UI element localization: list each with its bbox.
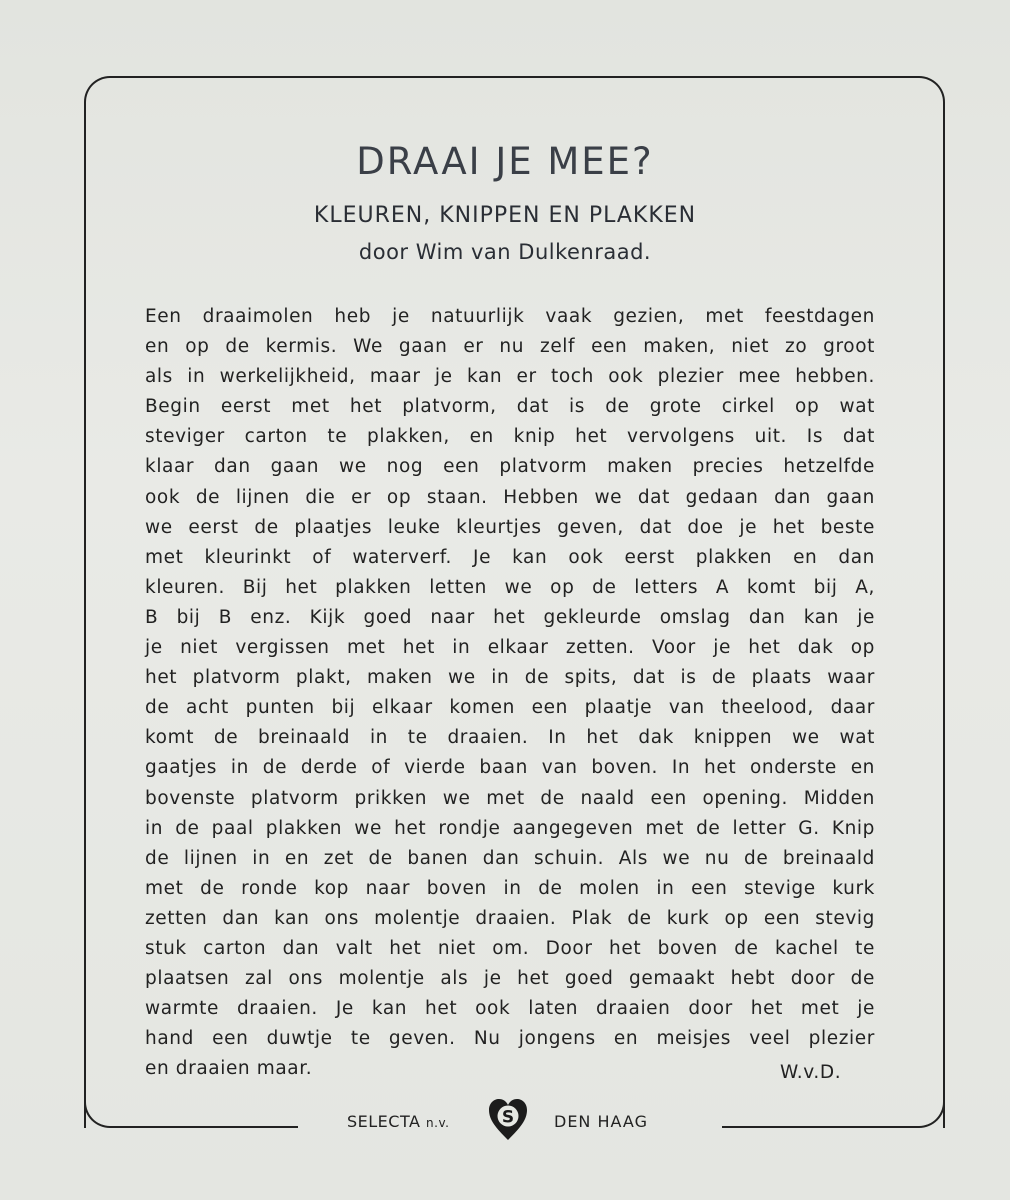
text-line: Een draaimolen heb je natuurlijk vaak gezien, met feestdagen [145, 306, 875, 327]
publisher-city: DEN HAAG [554, 1112, 648, 1131]
text-line: komt de breinaald in te draaien. In het dak knippen we wat [145, 727, 875, 749]
publisher-footer [0, 1104, 1010, 1148]
author-byline: door Wim van Dulkenraad. [358, 240, 652, 264]
text-line: kleuren. Bij het plakken letten we op de letters A komt bij A, [145, 576, 875, 598]
heart-logo-icon [488, 1098, 528, 1142]
text-line: we eerst de plaatjes leuke kleurtjes geven, dat doe je het beste [145, 516, 875, 538]
text-line: plaatsen zal ons molentje als je het goed gemaakt hebt door de [145, 968, 875, 990]
text-line: klaar dan gaan we nog een platvorm maken precies hetzelfde [145, 456, 875, 478]
text-line: hand een duwtje te geven. Nu jongens en meisjes veel plezier [145, 1028, 875, 1050]
text-line: met de ronde kop naar boven in de molen in een stevige kurk [145, 877, 875, 899]
text-line: zetten dan kan ons molentje draaien. Plak de kurk op een stevig [145, 907, 875, 929]
text-line: het platvorm plakt, maken we in de spits, dat is de plaats waar [145, 667, 875, 689]
text-line: je niet vergissen met het in elkaar zetten. Voor je het dak op [145, 637, 875, 659]
publisher-company: SELECTA [347, 1112, 421, 1131]
text-line: stuk carton dan valt het niet om. Door het boven de kachel te [145, 937, 875, 959]
text-line: warmte draaien. Je kan het ook laten draaien door het met je [145, 998, 875, 1020]
page-title: DRAAI JE MEE? [356, 140, 654, 183]
signature-initials: W.v.D. [780, 1062, 842, 1083]
text-line: Begin eerst met het platvorm, dat is de grote cirkel op wat [145, 396, 875, 418]
logo-letter: S [501, 1107, 515, 1128]
text-line: met kleurinkt of waterverf. Je kan ook eerst plakken en dan [145, 546, 875, 568]
text-line: bovenste platvorm prikken we met de naald een opening. Midden [145, 787, 875, 809]
text-line: steviger carton te plakken, en knip het vervolgens uit. Is dat [145, 426, 875, 448]
text-line: en draaien maar. [145, 1058, 313, 1080]
publisher-name [347, 1112, 449, 1131]
text-line: B bij B enz. Kijk goed naar het gekleurde omslag dan kan je [145, 606, 875, 628]
page-subtitle: KLEUREN, KNIPPEN EN PLAKKEN [313, 203, 697, 228]
text-line: de lijnen in en zet de banen dan schuin. Als we nu de breinaald [145, 847, 875, 869]
text-line: en op de kermis. We gaan er nu zelf een maken, niet zo groot [145, 336, 875, 358]
instructions-paragraph [145, 302, 875, 1084]
text-line: ook de lijnen die er op staan. Hebben we dat gedaan dan gaan [145, 486, 875, 508]
text-line: als in werkelijkheid, maar je kan er toch ook plezier mee hebben. [145, 366, 875, 388]
text-line: gaatjes in de derde of vierde baan van boven. In het onderste en [145, 757, 875, 779]
text-line: in de paal plakken we het rondje aangegeven met de letter G. Knip [145, 817, 875, 839]
text-line: de acht punten bij elkaar komen een plaatje van theelood, daar [145, 697, 875, 719]
publisher-suffix: n.v. [426, 1116, 450, 1130]
